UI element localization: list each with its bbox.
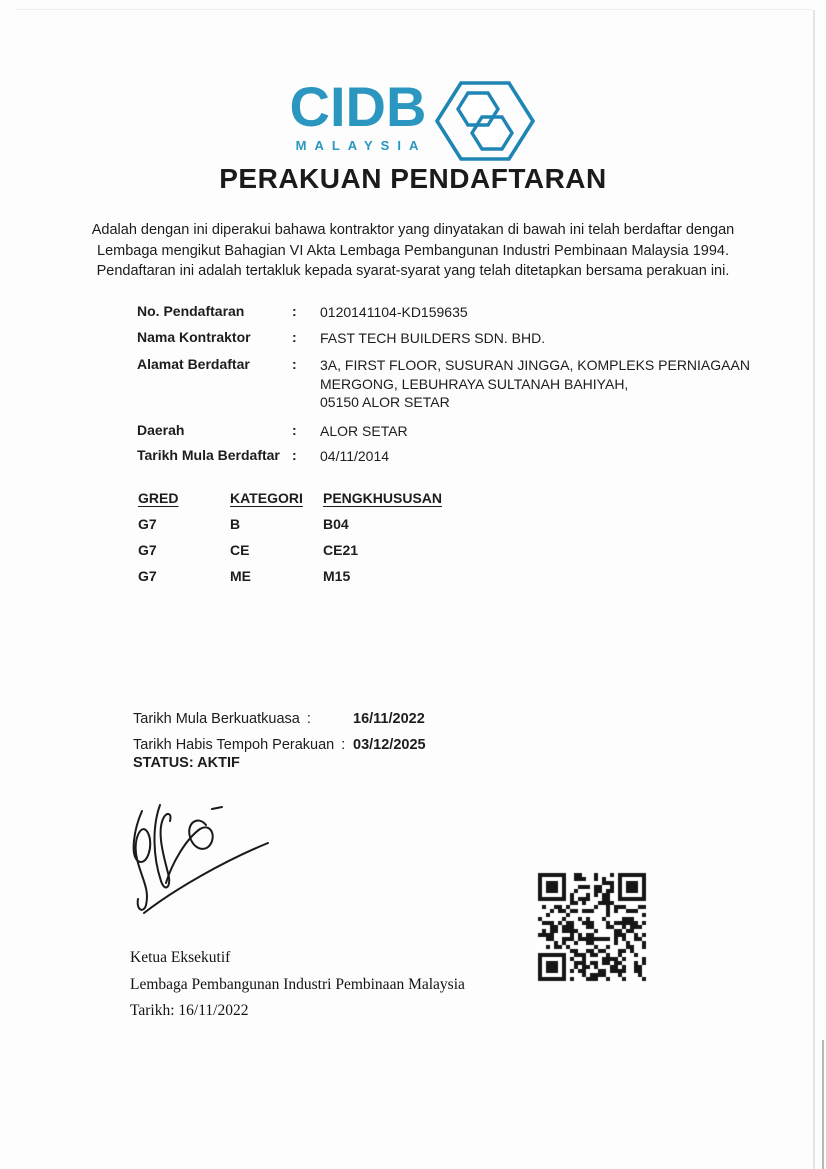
district-value: ALOR SETAR (320, 423, 408, 439)
cidb-brand-text: CIDB (289, 75, 427, 138)
colon: : (292, 447, 297, 463)
scan-edge-right-dark (822, 1040, 824, 1169)
registered-address-label: Alamat Berdaftar (137, 356, 250, 372)
status-badge: STATUS: AKTIF (133, 755, 240, 771)
contractor-name-label: Nama Kontraktor (137, 329, 251, 345)
intro-line: Lembaga mengikut Bahagian VI Akta Lembaga Pembangunan Industri Pembinaan Malaysia 1994. (97, 242, 729, 259)
effective-date-value: 16/11/2022 (353, 711, 425, 727)
colon: : (292, 422, 297, 438)
page-title: PERAKUAN PENDAFTARAN (219, 163, 607, 194)
cidb-country-text: MALAYSIA (295, 138, 427, 153)
effective-date-row (133, 711, 633, 727)
registration-start-date-value: 04/11/2014 (320, 448, 390, 464)
grade-cell: G7 (138, 516, 157, 532)
effective-date-label: Tarikh Mula Berkuatkuasa (133, 711, 300, 727)
grade-cell: G7 (138, 542, 157, 558)
expiry-date-row (133, 737, 633, 753)
grade-cell: G7 (138, 568, 157, 584)
colon: : (292, 356, 297, 372)
category-cell: ME (230, 568, 251, 584)
footer-block (130, 945, 465, 1025)
signing-date: Tarikh: 16/11/2022 (130, 1002, 249, 1019)
scan-edge-top (16, 9, 812, 10)
category-cell: B (230, 516, 241, 532)
specialization-cell: CE21 (323, 542, 359, 558)
registered-address-value (320, 356, 750, 412)
address-line: 3A, FIRST FLOOR, SUSURAN JINGGA, KOMPLEKS PERNIAGAAN (320, 357, 750, 373)
grade-header: GRED (138, 490, 179, 506)
address-line: MERGONG, LEBUHRAYA SULTANAH BAHIYAH, (320, 375, 629, 392)
organization-name: Lembaga Pembangunan Industri Pembinaan Malaysia (130, 975, 465, 993)
colon: : (341, 737, 346, 753)
contractor-name-value: FAST TECH BUILDERS SDN. BHD. (320, 330, 546, 346)
category-cell: CE (230, 542, 250, 558)
qr-code (537, 872, 647, 982)
registration-number-value: 0120141104-KD159635 (320, 304, 468, 320)
colon: : (292, 329, 297, 345)
address-line: 05150 ALOR SETAR (320, 394, 450, 410)
cidb-logo (0, 75, 826, 164)
expiry-date-value: 03/12/2025 (353, 737, 426, 753)
signatory-title: Ketua Eksekutif (130, 949, 231, 966)
colon: : (292, 303, 297, 319)
cidb-hexagon-icon (434, 78, 536, 164)
intro-line: Pendaftaran ini adalah tertakluk kepada syarat-syarat yang telah ditetapkan bersama perakuan ini. (96, 263, 730, 279)
registration-number-label: No. Pendaftaran (137, 303, 245, 319)
intro-paragraph (0, 220, 826, 282)
expiry-date-label: Tarikh Habis Tempoh Perakuan (133, 737, 335, 753)
category-header: KATEGORI (230, 490, 303, 506)
registration-start-date-label: Tarikh Mula Berdaftar (137, 447, 280, 463)
district-label: Daerah (137, 422, 185, 438)
intro-line: Adalah dengan ini diperakui bahawa kontraktor yang dinyatakan di bawah ini telah berdaftar dengan (91, 222, 735, 238)
cidb-logo-text (289, 75, 427, 153)
specialization-cell: B04 (323, 516, 349, 532)
signature (120, 793, 280, 928)
specialization-header: PENGKHUSUSAN (323, 490, 443, 506)
specialization-cell: M15 (323, 568, 351, 584)
colon: : (306, 711, 311, 727)
